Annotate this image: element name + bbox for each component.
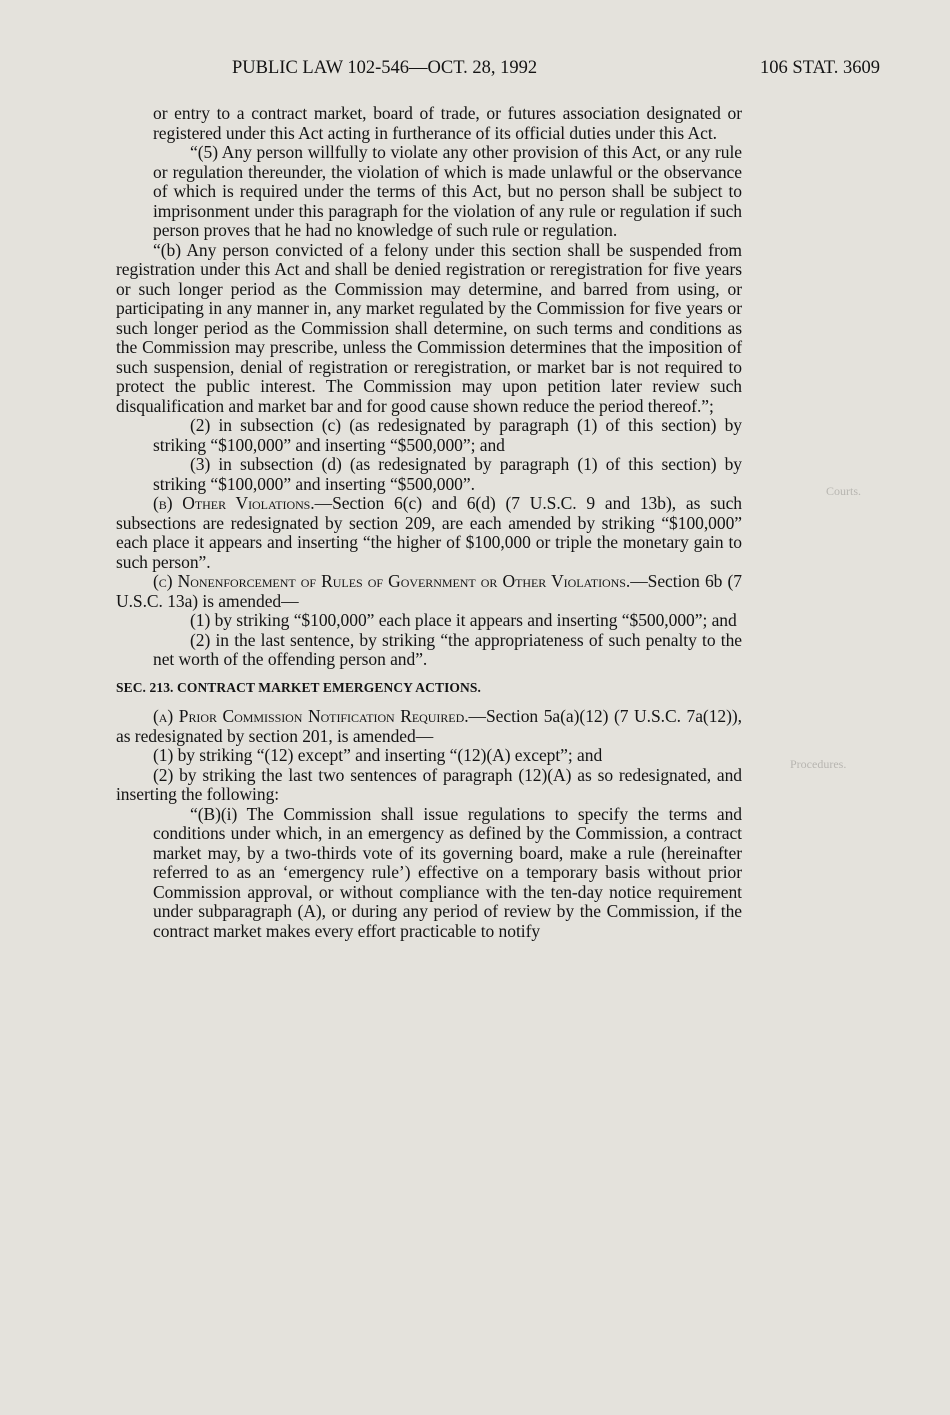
margin-note-courts: Courts. [826, 484, 862, 498]
paragraph-item-1-emergency: (1) by striking “(12) except” and inserting “(12)(A) except”; and [153, 745, 603, 765]
subsection-heading-nonenforcement: (c) Nonenforcement of Rules of Government or Other Violations. [153, 571, 631, 591]
paragraph-continuation: or entry to a contract market, board of trade, or futures association designated or registered under this Act acting in furtherance of its official duties under this Act. [153, 103, 742, 143]
document-body [116, 104, 742, 941]
subsection-heading-prior-notification: (a) Prior Commission Notification Required. [153, 706, 469, 726]
paragraph-prior-notification [116, 707, 742, 746]
paragraph-nonenforcement [116, 572, 742, 611]
paragraph-prior-notification-text: —Section 5a(a)(12) (7 U.S.C. 7a(12)), as redesignated by section 201, is amended— [116, 706, 742, 746]
header-title: PUBLIC LAW 102-546—OCT. 28, 1992 [232, 58, 538, 78]
paragraph-item-3: (3) in subsection (d) (as redesignated by paragraph (1) of this section) by striking “$100,000” and inserting “$500,000”. [153, 454, 742, 494]
paragraph-other-violations [116, 494, 742, 572]
paragraph-B-i: “(B)(i) The Commission shall issue regulations to specify the terms and conditions under which, in an emergency as defined by the Commission, a contract market may, by a two-thirds vote of its governing board, make a rule (hereinafter referred to as an ‘emergency rule’) effective on a temporary basis without prior Commission approval, or without compliance with the ten-day notice requirement under subparagraph (A), or during any period of review by the Commission, if the contract market makes every effort practicable to notify [153, 803, 742, 941]
paragraph-item-2-emergency: (2) by striking the last two sentences of paragraph (12)(A) as so redesignated, and inserting the following: [116, 764, 742, 804]
section-heading: SEC. 213. CONTRACT MARKET EMERGENCY ACTIONS. [116, 679, 481, 695]
paragraph-nonenforcement-text: —Section 6b (7 U.S.C. 13a) is amended— [116, 571, 742, 611]
page-header [150, 58, 880, 86]
paragraph-5: “(5) Any person willfully to violate any other provision of this Act, or any rule or regulation thereunder, the violation of which is made unlawful or the observance of which is required under the terms of this Act, but no person shall be subject to imprisonment under this paragraph for the violation of any rule or regulation if such person proves that he had no knowledge of such rule or regulation. [153, 142, 742, 240]
margin-note-procedures: Procedures. [790, 757, 847, 771]
header-stat-citation: 106 STAT. 3609 [760, 58, 880, 78]
subsection-heading-other-violations: (b) Other Violations. [153, 493, 315, 513]
paragraph-item-1-nonenforcement: (1) by striking “$100,000” each place it appears and inserting “$500,000”; and [190, 610, 737, 630]
paragraph-item-2-nonenforcement: (2) in the last sentence, by striking “the appropriateness of such penalty to the net worth of the offending person and”. [153, 629, 742, 669]
paragraph-other-violations-text: —Section 6(c) and 6(d) (7 U.S.C. 9 and 13b), as such subsections are redesignated by section 209, are each amended by striking “$100,000” each place it appears and inserting “the higher of $100,000 or triple the monetary gain to such person”. [116, 493, 743, 572]
paragraph-item-2: (2) in subsection (c) (as redesignated by paragraph (1) of this section) by striking “$100,000” and inserting “$500,000”; and [153, 415, 742, 455]
paragraph-b: “(b) Any person convicted of a felony under this section shall be suspended from registration under this Act and shall be denied registration or reregistration for five years or such longer period as the Commission may determine, and barred from using, or participating in any manner in, any market regulated by the Commission for five years or such longer period as the Commission shall determine, on such terms and conditions as the Commission may prescribe, unless the Commission determines that the imposition of such suspension, denial of registration or reregistration, or market bar is not required to protect the public interest. The Commission may upon petition later review such disqualification and market bar and for good cause shown reduce the period thereof.”; [116, 239, 742, 416]
